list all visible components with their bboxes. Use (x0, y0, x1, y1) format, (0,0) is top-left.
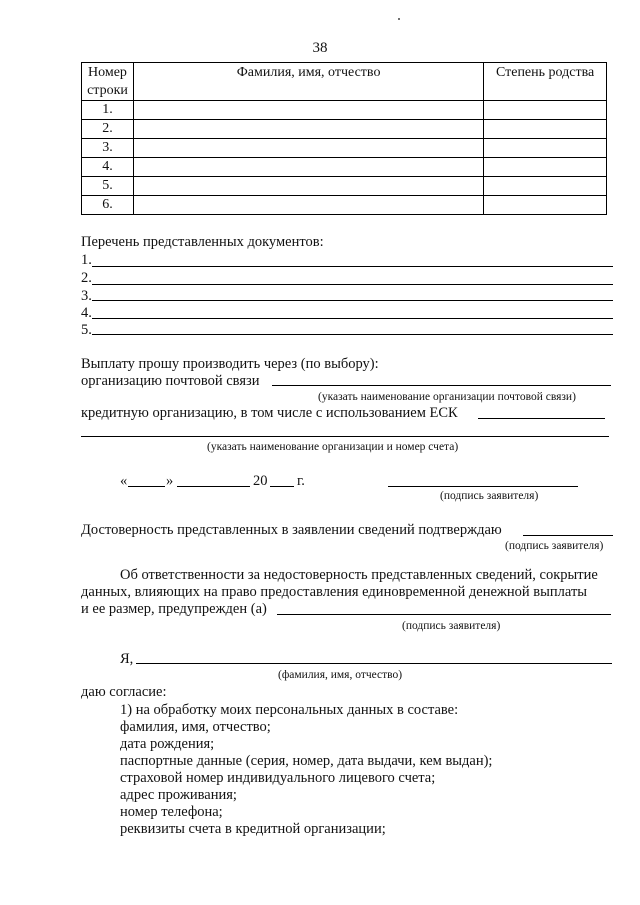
page-number: 38 (312, 40, 328, 56)
consent-name-hint: (фамилия, имя, отчество) (278, 669, 403, 681)
post-organization-label: организацию почтовой связи (81, 373, 260, 389)
post-organization-line[interactable] (272, 385, 611, 386)
confirmation-signature-hint: (подпись заявителя) (505, 540, 604, 552)
table-row (82, 196, 607, 215)
date-year-suffix: г. (297, 473, 305, 489)
date-month-field[interactable] (177, 486, 250, 487)
table-row (82, 120, 607, 139)
row-number: 3. (82, 139, 134, 158)
relationship-cell[interactable] (484, 196, 607, 215)
date-open-quote: « (120, 473, 128, 489)
consent-item: реквизиты счета в кредитной организации; (120, 821, 386, 837)
document-line[interactable] (92, 284, 613, 285)
responsibility-line-2: данных, влияющих на право предоставления единовременной денежной выплаты (81, 584, 588, 600)
relatives-table (81, 62, 607, 215)
credit-account-line[interactable] (81, 436, 609, 437)
documents-heading: Перечень представленных документов: (81, 234, 324, 250)
credit-organization-line[interactable] (478, 418, 605, 419)
consent-item: страховой номер индивидуального лицевого счета; (120, 770, 436, 786)
document-number: 3. (81, 288, 92, 304)
header-full-name: Фамилия, имя, отчество (133, 63, 483, 101)
full-name-cell[interactable] (133, 177, 483, 196)
full-name-cell[interactable] (133, 139, 483, 158)
post-organization-hint: (указать наименование организации почтовой связи) (318, 391, 576, 403)
row-number: 4. (82, 158, 134, 177)
responsibility-signature-line[interactable] (277, 614, 611, 615)
relationship-cell[interactable] (484, 158, 607, 177)
document-number: 5. (81, 322, 92, 338)
document-number: 4. (81, 305, 92, 321)
relationship-cell[interactable] (484, 101, 607, 120)
consent-item: адрес проживания; (120, 787, 237, 803)
date-year-field[interactable] (270, 486, 294, 487)
credit-organization-hint: (указать наименование организации и номер счета) (207, 441, 459, 453)
relationship-cell[interactable] (484, 139, 607, 158)
consent-item: паспортные данные (серия, номер, дата выдачи, кем выдан); (120, 753, 493, 769)
date-year-prefix: 20 (253, 473, 268, 489)
header-row-number-line2: строки (87, 83, 128, 98)
row-number: 6. (82, 196, 134, 215)
scan-speck (398, 18, 400, 20)
header-relationship: Степень родства (484, 63, 607, 101)
responsibility-line-3: и ее размер, предупрежден (а) (81, 601, 267, 617)
full-name-cell[interactable] (133, 101, 483, 120)
confirmation-signature-line[interactable] (523, 535, 613, 536)
consent-i-label: Я, (120, 651, 134, 667)
document-line[interactable] (92, 266, 613, 267)
document-line[interactable] (92, 318, 613, 319)
full-name-cell[interactable] (133, 120, 483, 139)
row-number: 2. (82, 120, 134, 139)
consent-item: номер телефона; (120, 804, 223, 820)
header-row-number (82, 63, 134, 101)
row-number: 1. (82, 101, 134, 120)
document-number: 2. (81, 270, 92, 286)
document-line[interactable] (92, 300, 613, 301)
consent-item: фамилия, имя, отчество; (120, 719, 271, 735)
full-name-cell[interactable] (133, 158, 483, 177)
document-line[interactable] (92, 334, 613, 335)
consent-give: даю согласие: (81, 684, 167, 700)
applicant-signature-hint: (подпись заявителя) (440, 490, 539, 502)
document-number: 1. (81, 252, 92, 268)
full-name-cell[interactable] (133, 196, 483, 215)
responsibility-signature-hint: (подпись заявителя) (402, 620, 501, 632)
date-close-quote: » (166, 473, 174, 489)
consent-item: дата рождения; (120, 736, 215, 752)
consent-item: 1) на обработку моих персональных данных в составе: (120, 702, 459, 718)
row-number: 5. (82, 177, 134, 196)
confirmation-text: Достоверность представленных в заявлении сведений подтверждаю (81, 522, 502, 538)
table-row (82, 101, 607, 120)
payment-heading: Выплату прошу производить через (по выбору): (81, 356, 379, 372)
table-row (82, 139, 607, 158)
responsibility-line-1: Об ответственности за недостоверность представленных сведений, сокрытие (120, 567, 598, 583)
credit-organization-label: кредитную организацию, в том числе с использованием ЕСК (81, 405, 458, 421)
header-row-number-line1: Номер (88, 65, 127, 80)
date-day-field[interactable] (128, 486, 165, 487)
table-header-row (82, 63, 607, 101)
applicant-signature-line[interactable] (388, 486, 578, 487)
table-row (82, 158, 607, 177)
consent-full-name-line[interactable] (136, 663, 612, 664)
relationship-cell[interactable] (484, 177, 607, 196)
relationship-cell[interactable] (484, 120, 607, 139)
table-row (82, 177, 607, 196)
